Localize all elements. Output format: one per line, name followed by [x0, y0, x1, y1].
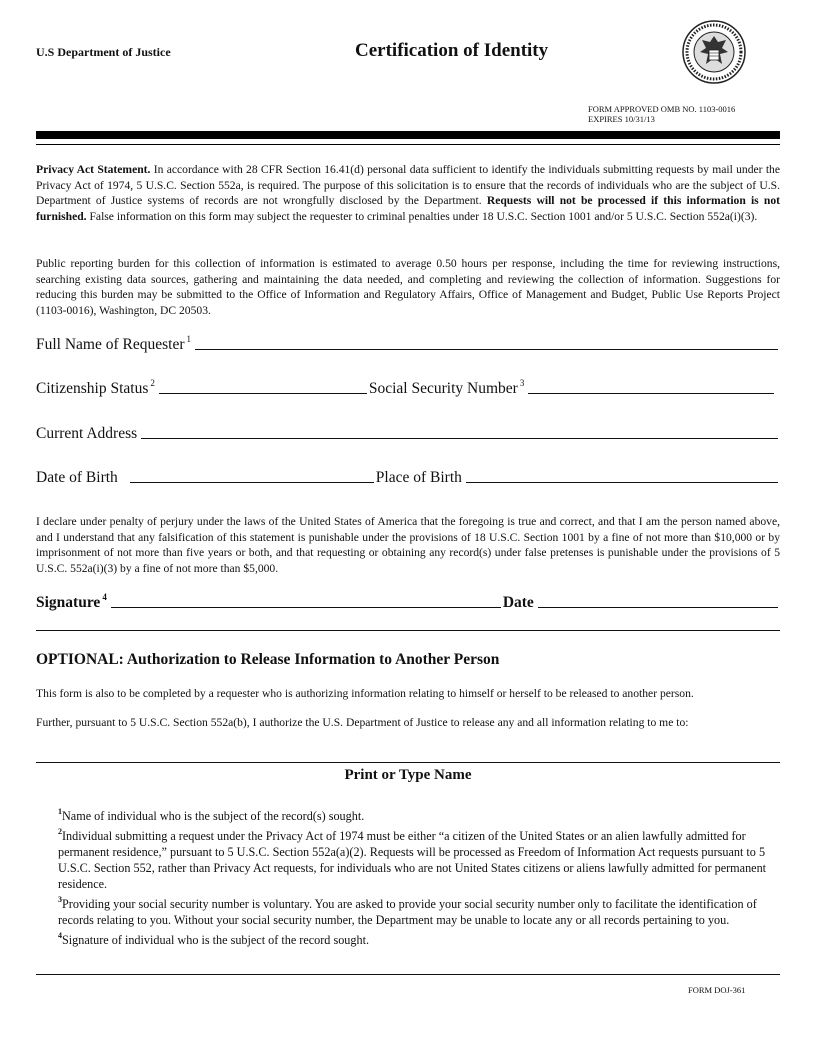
citizenship-ssn-row [36, 378, 780, 398]
optional-line-2: Further, pursuant to 5 U.S.C. Section 552a(b), I authorize the U.S. Department of Justice to release any and all information relating to me to: [36, 716, 689, 729]
pob-label: Place of Birth [375, 469, 462, 486]
privacy-text-2: False information on this form may subject the requester to criminal penalties under 18 U.S.C. Section 1001 and/or 5 U.S.C. Section 552a(i)(3). [86, 209, 758, 223]
omb-approval [588, 104, 735, 124]
birth-row [36, 469, 780, 487]
full-name-field[interactable] [195, 348, 778, 350]
date-field[interactable] [538, 606, 778, 608]
header-thin-rule [36, 144, 780, 145]
ssn-label: Social Security Number $^3$ [368, 378, 525, 397]
footnote-4: $^4$Signature of individual who is the subject of the record sought. [58, 931, 369, 947]
signature-row [36, 592, 780, 612]
pob-field[interactable] [466, 481, 778, 483]
optional-line-1: This form is also to be completed by a requester who is authorizing information relating to himself or herself to be released to another person. [36, 687, 694, 700]
footnote-2: $^2$Individual submitting a request under the Privacy Act of 1974 must be either “a citizen of the United States or an alien lawfully admitted for permanent residence,” pursuant to 5 U.S.C. Section 552a(a)(2). Requests will be processed as Freedom of Information Act requests pursuant to 5 U.S.C. Section 552, rather than Privacy Act requests, for individuals who are not United States citizens or aliens lawfully admitted for permanent residence. [58, 827, 767, 891]
doj-seal-icon [682, 20, 746, 84]
print-name-field[interactable] [36, 762, 780, 763]
department-name: U.S Department of Justice [36, 45, 171, 59]
print-name-label: Print or Type Name [344, 767, 472, 783]
signature-field[interactable] [111, 606, 501, 608]
privacy-act-statement [36, 162, 780, 224]
form-title: Certification of Identity [355, 40, 549, 61]
dob-field[interactable] [130, 481, 374, 483]
omb-expiry: EXPIRES 10/31/13 [588, 114, 655, 124]
optional-section-title: OPTIONAL: Authorization to Release Information to Another Person [36, 651, 500, 668]
citizenship-label: Citizenship Status $^2$ [36, 378, 155, 397]
perjury-declaration: I declare under penalty of perjury under the laws of the United States of America that the foregoing is true and correct, and that I am the person named above, and I understand that any falsification of this statement is punishable under the provisions of 18 U.S.C. Section 1001 by a fine of not more than $10,000 or by imprisonment of not more than five years or both, and that requesting or obtaining any record(s) under false pretenses is punishable under the provisions of 5 U.S.C. 552a(i)(3) by a fine of not more than $5,000. [36, 515, 780, 575]
privacy-bold-text: Requests will not be processed if this information is not furnished. [36, 194, 780, 223]
dob-label: Date of Birth [36, 469, 118, 486]
address-label: Current Address [36, 425, 138, 442]
footnotes [36, 804, 780, 948]
burden-statement: Public reporting burden for this collection of information is estimated to average 0.50 hours per response, including the time for reviewing instructions, searching existing data sources, gathering and maintaining the data needed, and completing and reviewing the collection of information. Suggestions for reducing this burden may be submitted to the Office of Information and Regulatory Affairs, Office of Management and Budget, Public Use Reports Project (1103-0016), Washington, DC 20503. [36, 257, 780, 317]
section-divider [36, 630, 780, 631]
citizenship-field[interactable] [159, 392, 367, 394]
footer-rule [36, 974, 780, 975]
address-field[interactable] [141, 437, 778, 439]
header-thick-rule [36, 131, 780, 139]
ssn-field[interactable] [528, 392, 774, 394]
signature-label: Signature $^4$ [36, 592, 107, 611]
privacy-heading: Privacy Act Statement. [36, 163, 151, 176]
full-name-row [36, 334, 780, 354]
full-name-label: Full Name of Requester $^1$ [36, 334, 192, 353]
footnote-1: $^1$Name of individual who is the subject of the record(s) sought. [58, 807, 365, 823]
omb-number: FORM APPROVED OMB NO. 1103-0016 [588, 104, 736, 114]
date-label: Date [502, 594, 534, 611]
footnote-3: $^3$Providing your social security number is voluntary. You are asked to provide your social security number only to facilitate the identification of records relating to you. Without your social security number, the Department may be unable to locate any or all records pertaining to you. [58, 895, 757, 927]
form-number: FORM DOJ-361 [688, 985, 746, 995]
address-row [36, 425, 780, 443]
privacy-text-1: In accordance with 28 CFR Section 16.41(d) personal data sufficient to identify the individuals submitting requests by mail under the Privacy Act of 1974, 5 U.S.C. Section 552a, is required. The purpose of this solicitation is to ensure that the records of individuals who are the subject of U.S. Department of Justice systems of records are not wrongfully disclosed by the Department. [36, 163, 780, 208]
